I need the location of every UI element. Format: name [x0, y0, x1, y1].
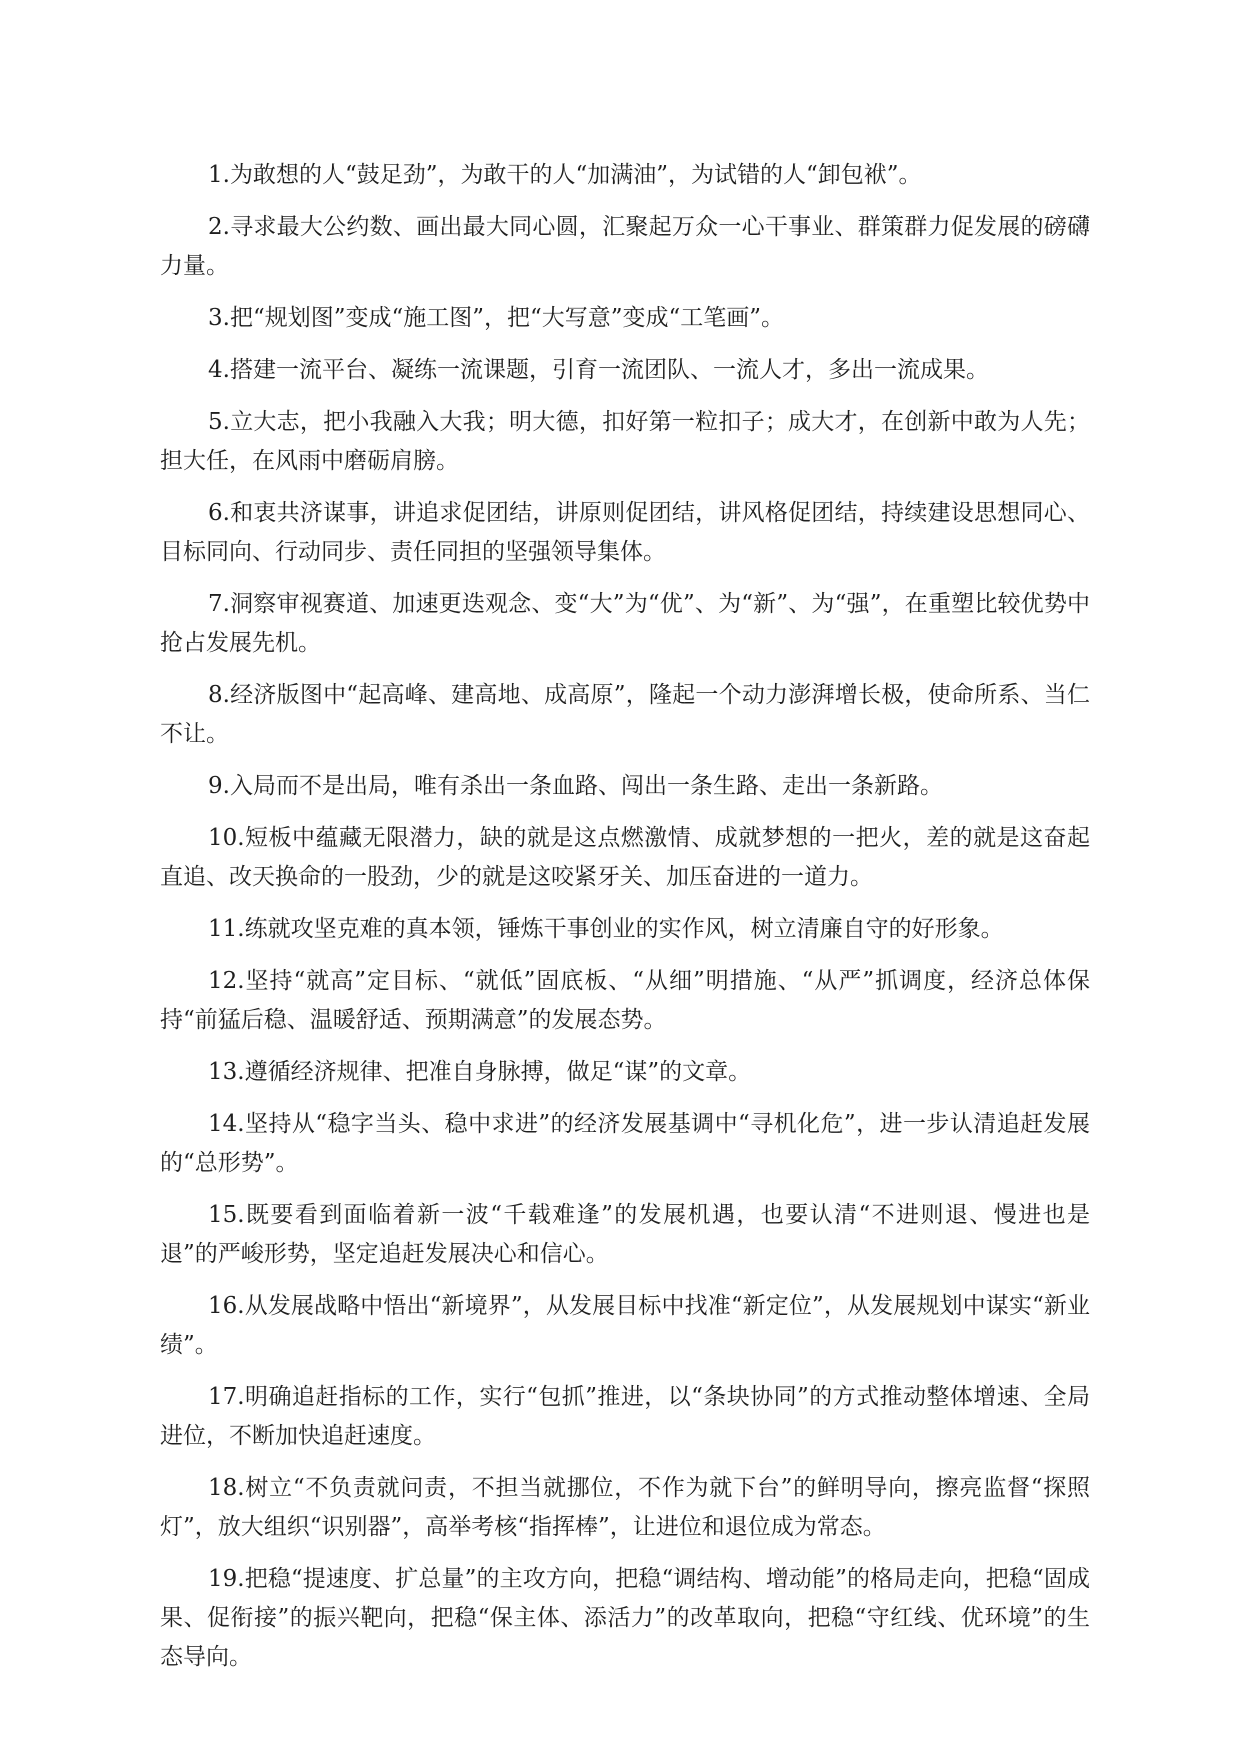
paragraph-9: 9.入局而不是出局，唯有杀出一条血路、闯出一条生路、走出一条新路。	[208, 773, 943, 799]
paragraph-16: 16.从发展战略中悟出“新境界”，从发展目标中找准“新定位”，从发展规划中谋实“新业绩”。	[160, 1293, 1090, 1358]
document-body	[160, 156, 1090, 1690]
paragraph-19: 19.把稳“提速度、扩总量”的主攻方向，把稳“调结构、增动能”的格局走向，把稳“固成果、促衔接”的振兴靶向，把稳“保主体、添活力”的改革取向，把稳“守红线、优环境”的生态导向。	[160, 1566, 1090, 1670]
paragraph-5: 5.立大志，把小我融入大我；明大德，扣好第一粒扣子；成大才，在创新中敢为人先；担大任，在风雨中磨砺肩膀。	[160, 409, 1090, 474]
paragraph-8: 8.经济版图中“起高峰、建高地、成高原”，隆起一个动力澎湃增长极，使命所系、当仁不让。	[160, 682, 1090, 747]
paragraph-17: 17.明确追赶指标的工作，实行“包抓”推进，以“条块协同”的方式推动整体增速、全局进位，不断加快追赶速度。	[160, 1384, 1090, 1449]
paragraph-2: 2.寻求最大公约数、画出最大同心圆，汇聚起万众一心干事业、群策群力促发展的磅礴力量。	[160, 214, 1090, 279]
paragraph-18: 18.树立“不负责就问责，不担当就挪位，不作为就下台”的鲜明导向，擦亮监督“探照灯”，放大组织“识别器”，高举考核“指挥棒”，让进位和退位成为常态。	[160, 1475, 1090, 1540]
paragraph-10: 10.短板中蕴藏无限潜力，缺的就是这点燃激情、成就梦想的一把火，差的就是这奋起直追、改天换命的一股劲，少的就是这咬紧牙关、加压奋进的一道力。	[160, 825, 1090, 890]
paragraph-6: 6.和衷共济谋事，讲追求促团结，讲原则促团结，讲风格促团结，持续建设思想同心、目标同向、行动同步、责任同担的坚强领导集体。	[160, 500, 1090, 565]
paragraph-14: 14.坚持从“稳字当头、稳中求进”的经济发展基调中“寻机化危”，进一步认清追赶发展的“总形势”。	[160, 1111, 1090, 1176]
paragraph-3: 3.把“规划图”变成“施工图”，把“大写意”变成“工笔画”。	[208, 305, 785, 331]
paragraph-13: 13.遵循经济规律、把准自身脉搏，做足“谋”的文章。	[208, 1059, 752, 1085]
paragraph-4: 4.搭建一流平台、凝练一流课题，引育一流团队、一流人才，多出一流成果。	[208, 357, 989, 383]
paragraph-7: 7.洞察审视赛道、加速更迭观念、变“大”为“优”、为“新”、为“强”，在重塑比较优势中抢占发展先机。	[160, 591, 1090, 656]
paragraph-1: 1.为敢想的人“鼓足劲”，为敢干的人“加满油”，为试错的人“卸包袱”。	[208, 162, 922, 188]
paragraph-15: 15.既要看到面临着新一波“千载难逢”的发展机遇，也要认清“不进则退、慢进也是退”的严峻形势，坚定追赶发展决心和信心。	[160, 1202, 1090, 1267]
paragraph-12: 12.坚持“就高”定目标、“就低”固底板、“从细”明措施、“从严”抓调度，经济总体保持“前猛后稳、温暖舒适、预期满意”的发展态势。	[160, 968, 1090, 1033]
paragraph-11: 11.练就攻坚克难的真本领，锤炼干事创业的实作风，树立清廉自守的好形象。	[208, 916, 1004, 942]
